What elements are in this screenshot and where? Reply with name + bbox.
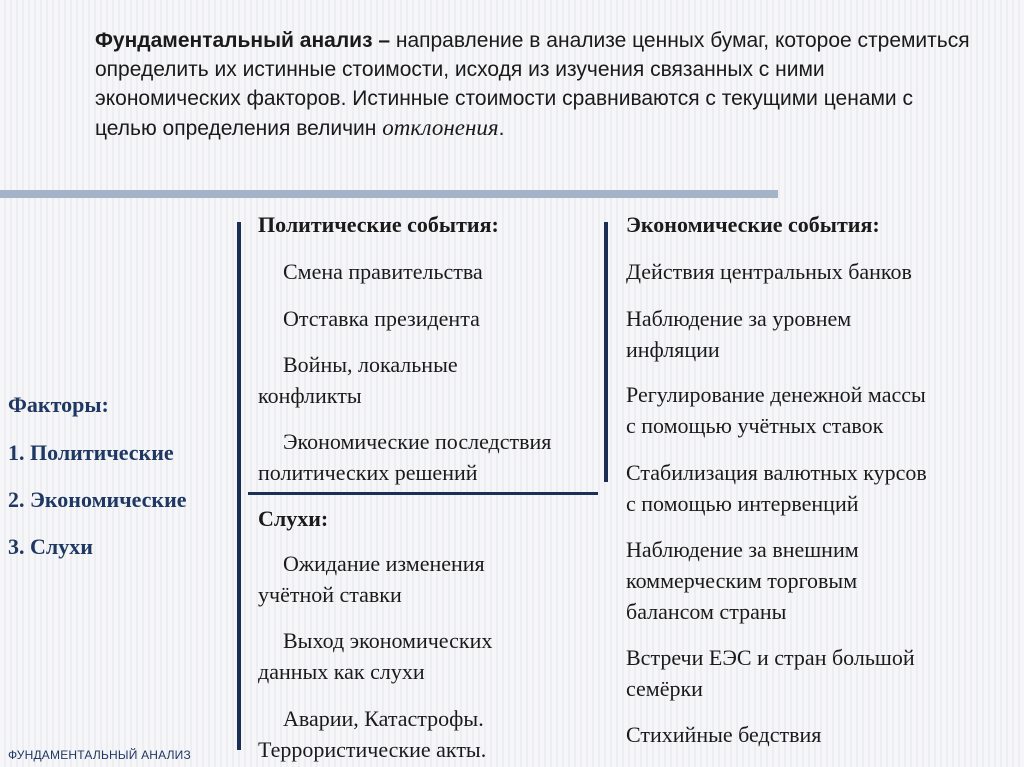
list-item: Наблюдение за уровнем bbox=[626, 306, 852, 331]
list-item: Действия центральных банков bbox=[626, 259, 912, 284]
middle-vertical-divider bbox=[604, 222, 608, 482]
list-item: Смена правительства bbox=[283, 259, 483, 284]
list-item: Стабилизация валютных курсов bbox=[626, 460, 927, 485]
list-item: Террористические акты. bbox=[258, 737, 487, 762]
list-item: Наблюдение за внешним bbox=[626, 537, 859, 562]
list-item: Выход экономических bbox=[283, 628, 493, 653]
list-item: Экономические последствия bbox=[283, 429, 552, 454]
list-item: Ожидание изменения bbox=[283, 551, 485, 576]
economic-events-section bbox=[626, 212, 1016, 747]
definition-emphasis: отклонения bbox=[382, 115, 499, 140]
top-divider bbox=[0, 190, 778, 198]
list-item: политических решений bbox=[258, 460, 478, 485]
list-item: семёрки bbox=[626, 676, 703, 701]
definition-period: . bbox=[498, 117, 505, 140]
list-item: с помощью учётных ставок bbox=[626, 413, 884, 438]
list-item: Стихийные бедствия bbox=[626, 722, 822, 747]
list-item: Встречи ЕЭС и стран большой bbox=[626, 645, 915, 670]
list-item: Регулирование денежной массы bbox=[626, 382, 926, 407]
list-item: инфляции bbox=[626, 337, 720, 362]
list-item: с помощью интервенций bbox=[626, 491, 859, 516]
list-item: Войны, локальные bbox=[283, 352, 458, 377]
left-vertical-divider bbox=[237, 222, 241, 750]
rumors-section bbox=[258, 506, 598, 762]
political-events-heading: Политические события: bbox=[258, 212, 499, 237]
factor-item: 3. Слухи bbox=[8, 534, 93, 559]
list-item: конфликты bbox=[258, 383, 362, 408]
list-item: балансом страны bbox=[626, 599, 787, 624]
definition-text: направление в анализе ценных бумаг, которое стремиться определить их истинные стоимости, исходя из изучения связанных с ними экономических факторов. Истинные стоимости сравниваются с текущими ценами с целью определения величин bbox=[95, 29, 970, 140]
economic-events-heading: Экономические события: bbox=[626, 212, 880, 237]
list-item: Аварии, Катастрофы. bbox=[283, 706, 484, 731]
slide-footer: ФУНДАМЕНТАЛЬНЫЙ АНАЛИЗ bbox=[8, 748, 191, 762]
definition-term: Фундаментальный анализ – bbox=[95, 29, 391, 52]
list-item: данных как слухи bbox=[258, 659, 425, 684]
factor-item: 2. Экономические bbox=[8, 487, 187, 512]
middle-horizontal-divider bbox=[248, 492, 598, 495]
list-item: коммерческим торговым bbox=[626, 568, 858, 593]
political-events-section bbox=[258, 212, 598, 485]
list-item: учётной ставки bbox=[258, 582, 402, 607]
rumors-heading: Слухи: bbox=[258, 506, 329, 531]
definition-paragraph bbox=[95, 26, 975, 143]
list-item: Отставка президента bbox=[283, 306, 480, 331]
factor-item: 1. Политические bbox=[8, 440, 174, 465]
factors-heading: Факторы: bbox=[8, 392, 109, 417]
